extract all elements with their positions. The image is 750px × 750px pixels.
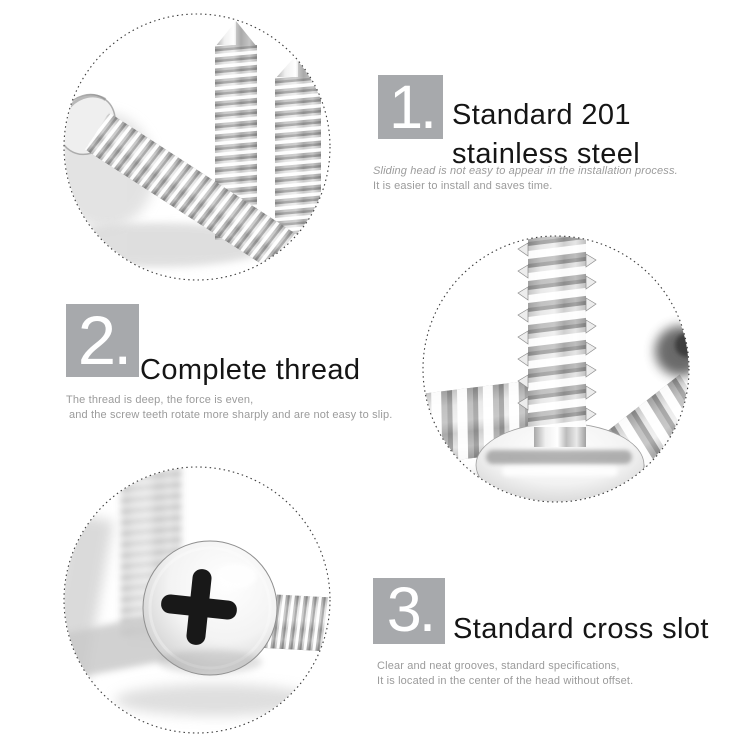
vertical-screw [518,235,596,427]
photo-cross-slot-closeup [63,466,331,734]
feature-3-description [377,659,633,688]
screws-overview-illustration [63,13,331,281]
photo-thread-closeup [422,235,690,503]
feature-2-description-line-1: The thread is deep, the force is even, [66,394,254,406]
phillips-screw-head [143,541,277,675]
photo-screws-overview [63,13,331,281]
feature-2-title [140,351,360,390]
feature-1-description-line-2: It is easier to install and saves time. [373,179,553,192]
feature-2-number-badge: 2. [66,304,139,377]
feature-3-title-line-1: Standard cross slot [453,613,709,646]
feature-1-number-badge: 1. [378,75,443,139]
cross-slot-illustration [63,466,331,734]
feature-3-description-line-1: Clear and neat grooves, standard specifications, [377,660,620,672]
feature-1-title [452,96,640,174]
feature-2-description [66,393,392,422]
feature-1-title-line-2: stainless steel [452,138,641,171]
feature-3-title [453,610,709,649]
thread-closeup-illustration [422,235,690,503]
feature-2-title-line-1: Complete thread [140,354,361,387]
feature-1-description [373,164,678,193]
feature-3-description-line-2: It is located in the center of the head without offset. [377,674,634,687]
feature-3-number-badge: 3. [373,578,445,644]
feature-1-title-line-1: Standard 201 [452,99,631,132]
feature-1-description-line-1: Sliding head is not easy to appear in the installation process. [373,165,678,177]
feature-2-description-line-2: and the screw teeth rotate more sharply and are not easy to slip. [69,408,393,421]
